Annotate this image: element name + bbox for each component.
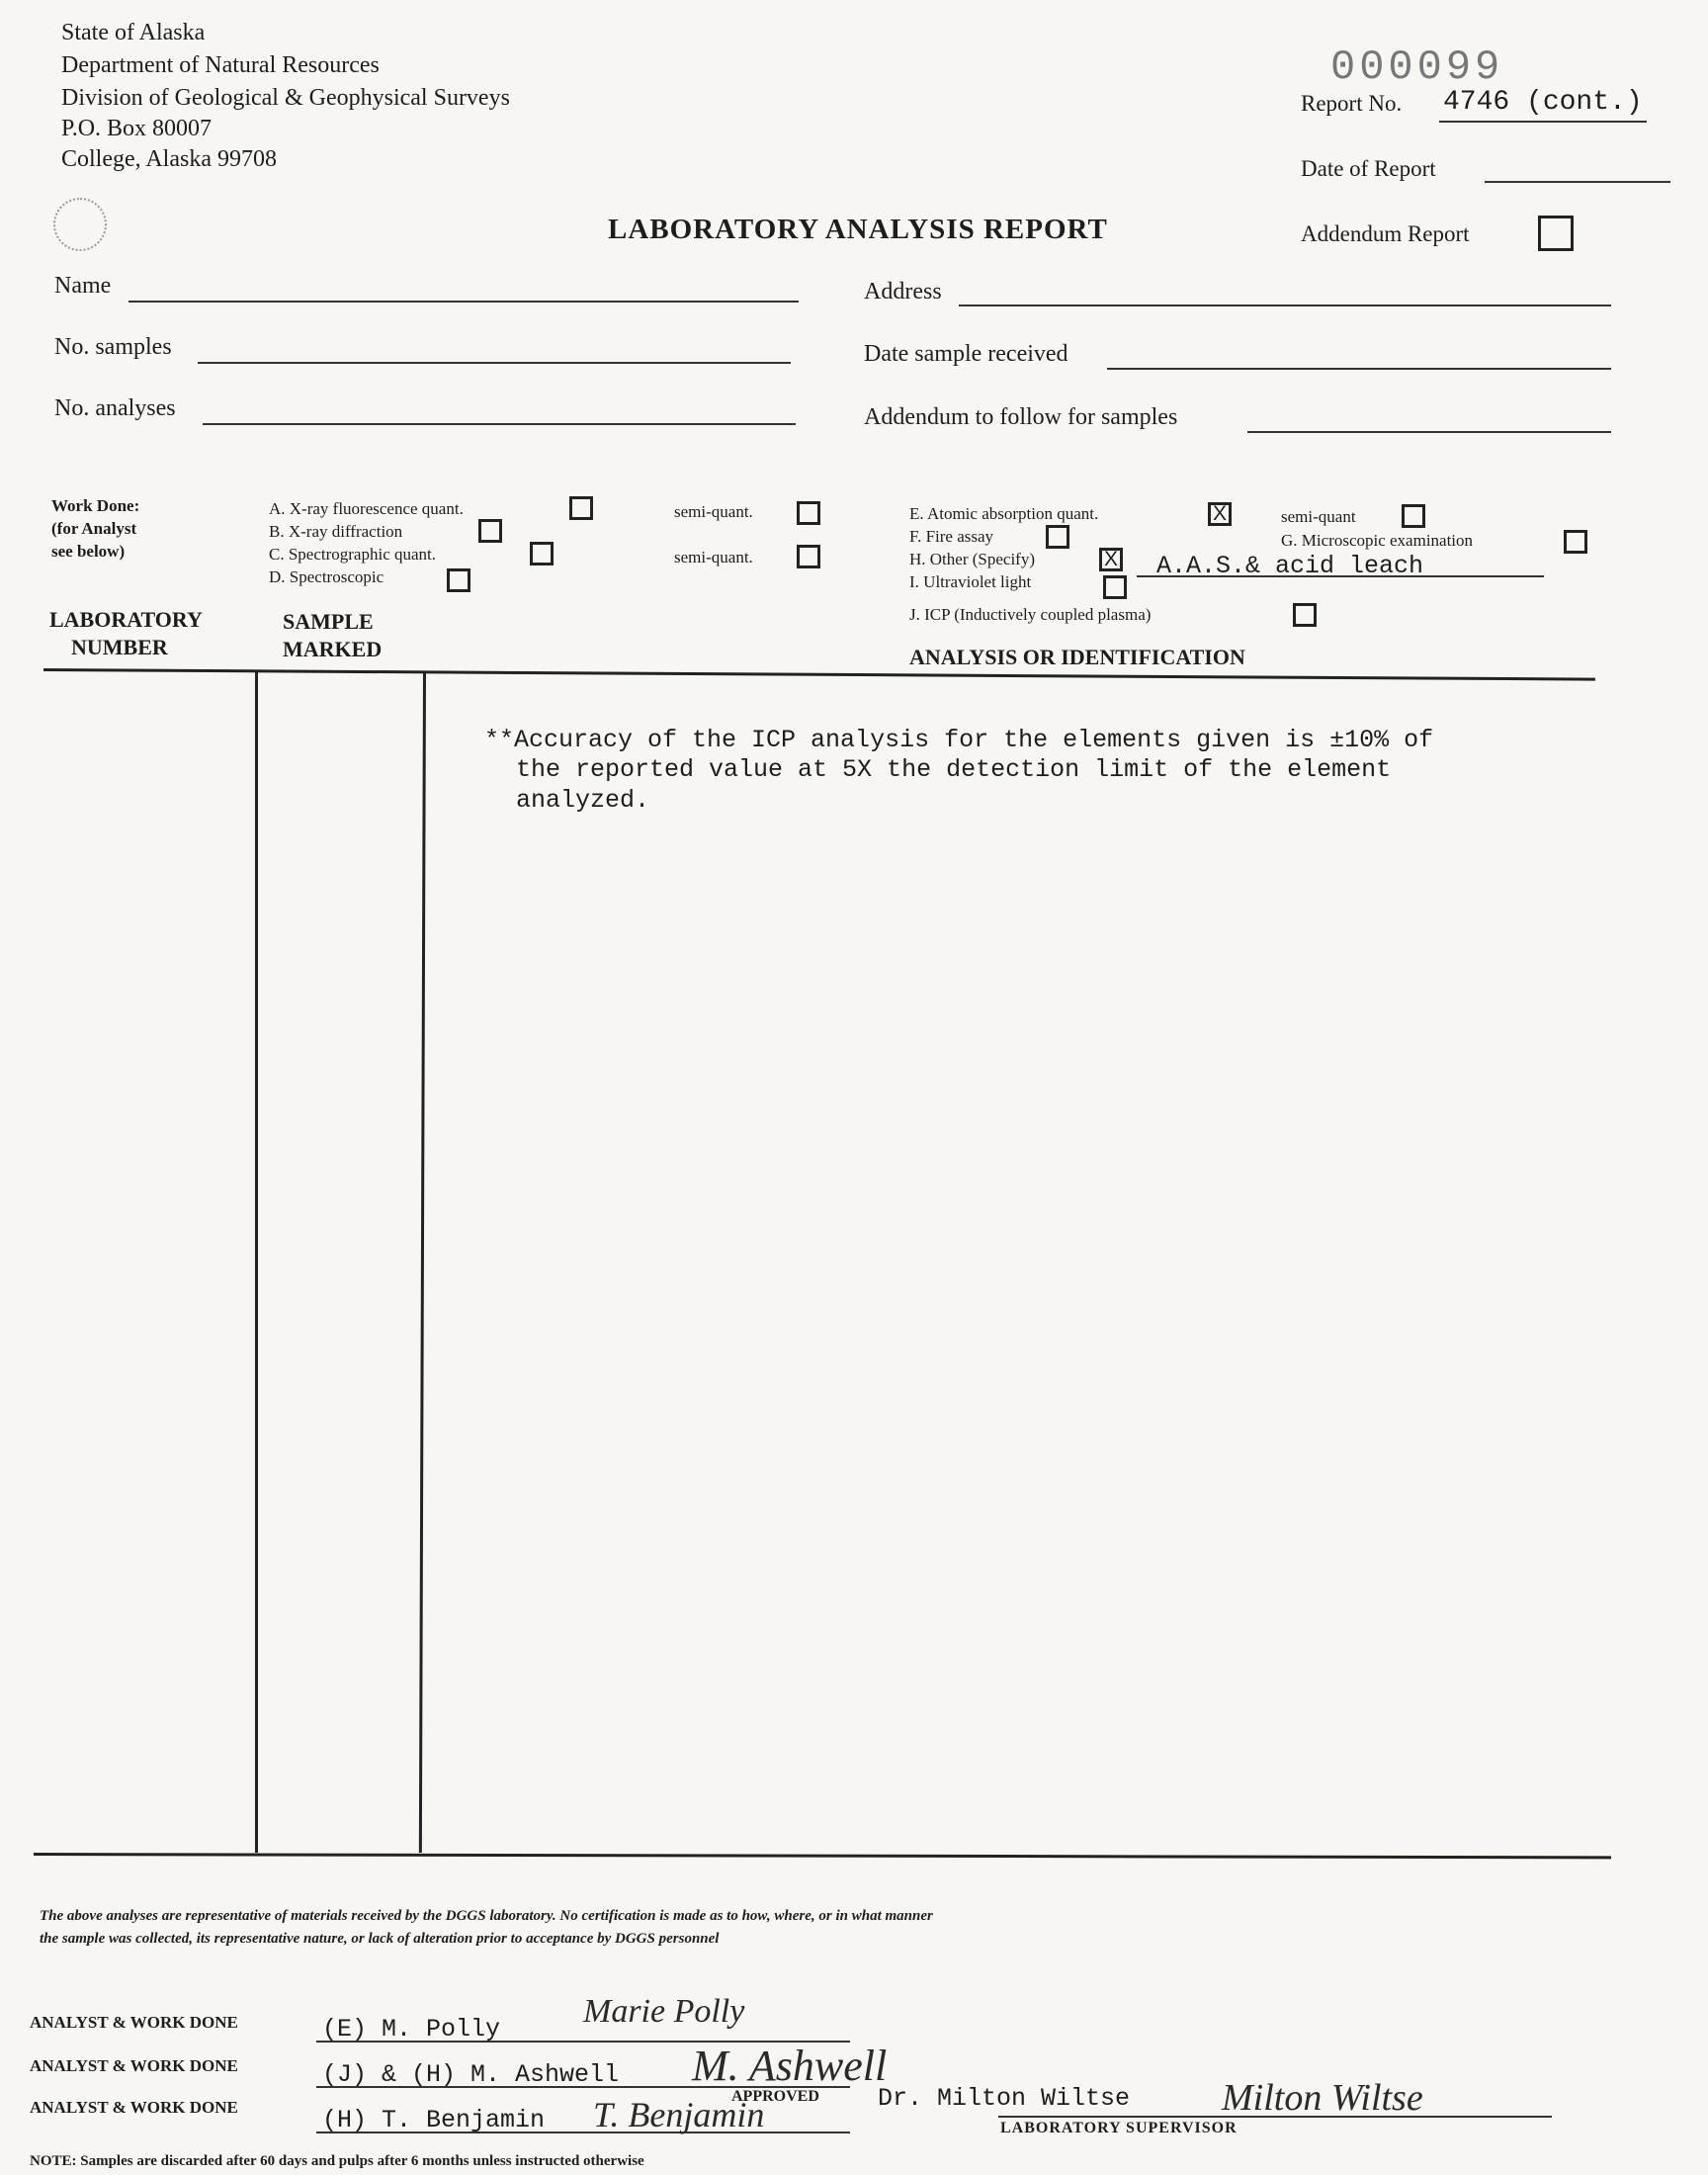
supervisor-label: LABORATORY SUPERVISOR xyxy=(1000,2120,1238,2136)
analyst-1-signature: Marie Polly xyxy=(583,1993,745,2030)
disclaimer-line-1: The above analyses are representative of materials received by the DGGS laboratory. No certification is made as to how, where, or in what manner xyxy=(40,1908,933,1924)
work-a-semi-label: semi-quant. xyxy=(674,502,753,521)
lab-number-header-2: NUMBER xyxy=(71,635,168,659)
work-g-checkbox[interactable] xyxy=(1564,530,1587,554)
work-done-label: Work Done: xyxy=(51,496,140,515)
date-of-report-label: Date of Report xyxy=(1301,156,1436,181)
sample-marked-header-1: SAMPLE xyxy=(283,609,374,634)
work-g-label: G. Microscopic examination xyxy=(1281,531,1474,550)
work-e-label: E. Atomic absorption quant. xyxy=(909,504,1099,523)
work-a-label: A. X-ray fluorescence quant. xyxy=(269,499,464,518)
analyst-row-1-label: ANALYST & WORK DONE xyxy=(30,2013,238,2032)
agency-line-5: College, Alaska 99708 xyxy=(61,146,277,172)
address-line xyxy=(959,304,1611,306)
report-no-line xyxy=(1439,121,1647,123)
document-number-stamp: 000099 xyxy=(1330,44,1504,91)
work-h-specify-field[interactable]: A.A.S.& acid leach xyxy=(1156,552,1424,580)
col-divider-1 xyxy=(255,670,258,1853)
col-divider-2 xyxy=(419,672,426,1853)
approved-label: APPROVED xyxy=(731,2088,819,2105)
no-analyses-line xyxy=(203,423,796,425)
work-e-semi-checkbox[interactable] xyxy=(1402,504,1425,528)
analyst-3-name[interactable]: (H) T. Benjamin xyxy=(322,2106,546,2134)
accuracy-note-line-2: the reported value at 5X the detection limit of the element xyxy=(516,755,1392,784)
seal-icon xyxy=(53,198,107,251)
report-no-label: Report No. xyxy=(1301,91,1403,116)
work-c-semi-label: semi-quant. xyxy=(674,548,753,566)
date-received-label: Date sample received xyxy=(864,341,1068,367)
addendum-follow-label: Addendum to follow for samples xyxy=(864,404,1178,430)
agency-line-3: Division of Geological & Geophysical Surveys xyxy=(61,85,510,111)
analysis-header: ANALYSIS OR IDENTIFICATION xyxy=(909,645,1245,669)
name-label: Name xyxy=(54,273,112,299)
agency-line-1: State of Alaska xyxy=(61,20,206,45)
work-h-checkbox[interactable] xyxy=(1099,548,1123,571)
work-b-checkbox[interactable] xyxy=(478,519,502,543)
work-c-semi-checkbox[interactable] xyxy=(797,545,820,568)
work-done-sublabel-1: (for Analyst xyxy=(51,519,137,538)
approver-signature: Milton Wiltse xyxy=(1222,2077,1423,2119)
work-j-checkbox[interactable] xyxy=(1293,603,1317,627)
addendum-follow-line xyxy=(1247,431,1611,433)
work-j-label: J. ICP (Inductively coupled plasma) xyxy=(909,605,1152,624)
work-e-semi-label: semi-quant xyxy=(1281,507,1356,526)
addendum-report-label: Addendum Report xyxy=(1301,221,1470,246)
analyst-3-line xyxy=(316,2132,850,2133)
name-line xyxy=(128,301,799,303)
report-no-value[interactable]: 4746 (cont.) xyxy=(1443,87,1643,118)
work-e-checkbox[interactable] xyxy=(1208,502,1232,526)
report-title: LABORATORY ANALYSIS REPORT xyxy=(608,214,1108,245)
no-analyses-label: No. analyses xyxy=(54,395,176,421)
work-a-checkbox[interactable] xyxy=(569,496,593,520)
work-d-checkbox[interactable] xyxy=(447,568,470,592)
date-received-line xyxy=(1107,368,1611,370)
analyst-1-name[interactable]: (E) M. Polly xyxy=(322,2015,501,2044)
table-top-rule xyxy=(43,668,1595,681)
work-h-label: H. Other (Specify) xyxy=(909,550,1035,568)
work-b-label: B. X-ray diffraction xyxy=(269,522,403,541)
work-d-label: D. Spectroscopic xyxy=(269,567,384,586)
approver-name: Dr. Milton Wiltse xyxy=(878,2084,1131,2113)
accuracy-note-line-3: analyzed. xyxy=(516,786,650,815)
analyst-row-2-label: ANALYST & WORK DONE xyxy=(30,2056,238,2075)
address-label: Address xyxy=(864,279,942,304)
work-i-checkbox[interactable] xyxy=(1103,575,1127,599)
analyst-2-signature: M. Ashwell xyxy=(692,2042,888,2090)
work-f-label: F. Fire assay xyxy=(909,527,994,546)
work-h-specify-line xyxy=(1137,575,1544,577)
disclaimer-line-2: the sample was collected, its representative nature, or lack of alteration prior to acceptance by DGGS personnel xyxy=(40,1931,720,1947)
work-done-sublabel-2: see below) xyxy=(51,542,126,561)
work-c-label: C. Spectrographic quant. xyxy=(269,545,437,564)
work-c-checkbox[interactable] xyxy=(530,542,554,566)
table-bottom-rule xyxy=(34,1853,1611,1859)
work-f-checkbox[interactable] xyxy=(1046,525,1069,549)
analyst-2-name[interactable]: (J) & (H) M. Ashwell xyxy=(322,2060,620,2089)
footer-note: NOTE: Samples are discarded after 60 days and pulps after 6 months unless instructed otherwise xyxy=(30,2153,644,2169)
lab-number-header-1: LABORATORY xyxy=(49,607,203,632)
accuracy-note-line-1: **Accuracy of the ICP analysis for the elements given is ±10% of xyxy=(484,726,1434,754)
addendum-report-checkbox[interactable] xyxy=(1538,216,1574,251)
agency-line-4: P.O. Box 80007 xyxy=(61,116,213,141)
no-samples-line xyxy=(198,362,791,364)
analyst-3-signature: T. Benjamin xyxy=(593,2095,765,2134)
analyst-row-3-label: ANALYST & WORK DONE xyxy=(30,2098,238,2117)
date-of-report-line xyxy=(1485,181,1670,183)
approver-line xyxy=(998,2116,1552,2118)
no-samples-label: No. samples xyxy=(54,334,172,360)
sample-marked-header-2: MARKED xyxy=(283,637,383,661)
work-i-label: I. Ultraviolet light xyxy=(909,572,1032,591)
work-a-semi-checkbox[interactable] xyxy=(797,501,820,525)
agency-line-2: Department of Natural Resources xyxy=(61,52,380,78)
